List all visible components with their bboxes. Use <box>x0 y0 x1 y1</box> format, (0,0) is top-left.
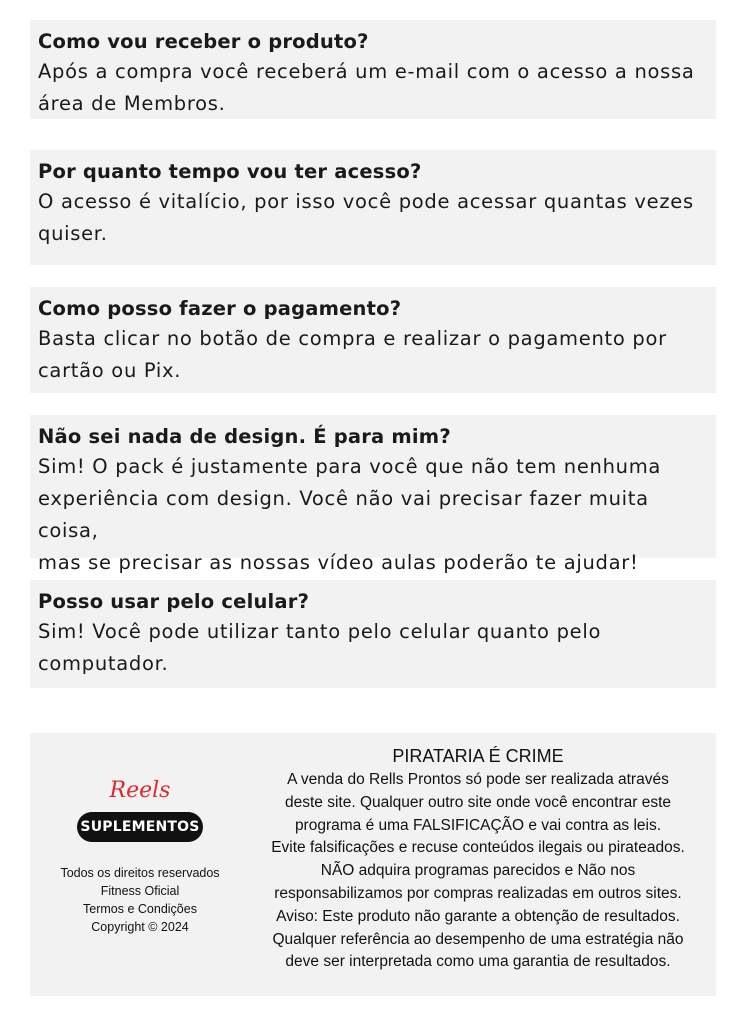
piracy-line: Evite falsificações e recuse conteúdos ilegais ou pirateados. <box>271 839 685 857</box>
piracy-line: A venda do Rells Prontos só pode ser realizada através <box>287 771 669 788</box>
faq-question: Não sei nada de design. É para mim? <box>38 425 451 448</box>
faq-answer-line: experiência com design. Você não vai precisar fazer muita coisa, <box>38 487 649 542</box>
faq-answer-line: quiser. <box>38 222 108 245</box>
faq-answer-line: computador. <box>38 652 169 675</box>
footer <box>30 733 716 996</box>
piracy-notice <box>245 743 711 974</box>
faq-question: Por quanto tempo vou ter acesso? <box>38 160 422 183</box>
piracy-line: Aviso: Este produto não garante a obtenção de resultados. <box>276 907 680 925</box>
rights-block <box>40 864 240 936</box>
rights-line: Todos os direitos reservados <box>60 866 220 880</box>
logo-badge: SUPLEMENTOS <box>77 812 203 842</box>
faq-question: Como vou receber o produto? <box>38 30 369 53</box>
faq-answer-line: cartão ou Pix. <box>38 359 182 382</box>
faq-answer-line: mas se precisar as nossas vídeo aulas poderão te ajudar! <box>38 551 639 574</box>
faq-answer-line: Após a compra você receberá um e-mail com o acesso a nossa <box>38 60 695 83</box>
faq-item <box>30 287 716 393</box>
logo-script-text: Reels <box>109 778 171 803</box>
faq-answer-line: Sim! O pack é justamente para você que não tem nenhuma <box>38 455 662 478</box>
copyright-line: Copyright © 2024 <box>91 920 189 934</box>
faq-item <box>30 150 716 265</box>
faq-answer-line: Basta clicar no botão de compra e realizar o pagamento por <box>38 327 667 350</box>
piracy-line: Qualquer referência ao desempenho de uma estratégia não <box>272 930 684 948</box>
faq-item <box>30 20 716 119</box>
piracy-line: responsabilizamos por compras realizadas em outros sites. <box>274 884 682 902</box>
piracy-line: programa é uma FALSIFICAÇÃO e vai contra as leis. <box>294 816 662 834</box>
faq-answer-line: Sim! Você pode utilizar tanto pelo celular quanto pelo <box>38 620 602 643</box>
faq-item <box>30 580 716 688</box>
fitness-link[interactable]: Fitness Oficial <box>100 884 180 898</box>
faq-answer-line: área de Membros. <box>38 92 226 115</box>
faq-answer-line: O acesso é vitalício, por isso você pode acessar quantas vezes <box>38 190 694 213</box>
piracy-line: deste site. Qualquer outro site onde você encontrar este <box>284 793 671 811</box>
piracy-title: PIRATARIA É CRIME <box>392 746 564 766</box>
brand-logo <box>77 776 203 844</box>
piracy-body <box>245 769 711 974</box>
piracy-line: deve ser interpretada como uma garantia de resultados. <box>285 953 671 971</box>
piracy-line: NÃO adquira programas parecidos e Não nos <box>320 862 636 880</box>
faq-item <box>30 415 716 574</box>
terms-link[interactable]: Termos e Condições <box>83 902 197 916</box>
faq-question: Como posso fazer o pagamento? <box>38 297 402 320</box>
faq-question: Posso usar pelo celular? <box>38 590 310 613</box>
